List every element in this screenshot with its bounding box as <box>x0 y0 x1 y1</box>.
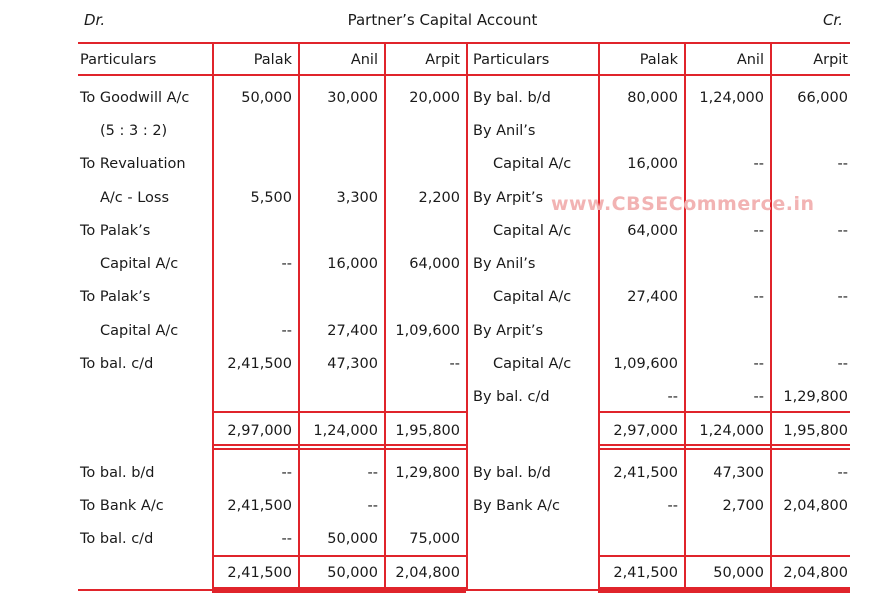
left-amount: 30,000 <box>327 90 378 106</box>
left-particular: Capital A/c <box>100 256 179 272</box>
right-amount: 2,97,000 <box>613 423 678 439</box>
right-amount: -- <box>753 389 764 405</box>
debit-label: Dr. <box>84 11 106 29</box>
watermark: www.CBSECommerce.in <box>551 193 815 215</box>
left-particular: To bal. c/d <box>80 356 154 372</box>
right-amount: -- <box>837 156 848 172</box>
left-amount: 1,09,600 <box>395 323 460 339</box>
left-amount: 50,000 <box>241 90 292 106</box>
left-amount: 2,41,500 <box>227 356 292 372</box>
right-amount: -- <box>837 289 848 305</box>
col-palak-right: Palak <box>639 52 678 68</box>
left-amount: 47,300 <box>327 356 378 372</box>
right-amount: 47,300 <box>713 465 764 481</box>
right-particular: By bal. c/d <box>473 389 550 405</box>
total-top-rule <box>598 555 850 557</box>
left-particular: To bal. b/d <box>80 465 155 481</box>
total-double-rule <box>598 587 850 589</box>
left-amount: 2,41,500 <box>227 565 292 581</box>
right-amount: 16,000 <box>627 156 678 172</box>
right-particular: By bal. b/d <box>473 90 551 106</box>
credit-label: Cr. <box>822 11 843 29</box>
left-particular: To Palak’s <box>80 223 151 239</box>
right-amount: 50,000 <box>713 565 764 581</box>
left-amount: 64,000 <box>409 256 460 272</box>
left-amount: 50,000 <box>327 531 378 547</box>
total-double-rule <box>598 591 850 593</box>
left-amount: -- <box>281 465 292 481</box>
column-rule <box>384 42 386 591</box>
right-amount: 2,41,500 <box>613 565 678 581</box>
right-amount: -- <box>837 465 848 481</box>
col-particulars-right: Particulars <box>473 52 550 68</box>
left-amount: 5,500 <box>250 190 292 206</box>
right-amount: 2,04,800 <box>783 565 848 581</box>
left-particular: To Bank A/c <box>80 498 164 514</box>
left-amount: 2,04,800 <box>395 565 460 581</box>
left-particular: Capital A/c <box>100 323 179 339</box>
right-amount: 1,95,800 <box>783 423 848 439</box>
right-amount: -- <box>667 389 678 405</box>
left-amount: 1,29,800 <box>395 465 460 481</box>
left-amount: -- <box>449 356 460 372</box>
right-particular: By Anil’s <box>473 256 536 272</box>
total-top-rule <box>212 555 466 557</box>
left-amount: -- <box>281 323 292 339</box>
right-amount: -- <box>837 223 848 239</box>
col-arpit-left: Arpit <box>425 52 460 68</box>
center-divider <box>466 42 468 591</box>
right-particular: By Anil’s <box>473 123 536 139</box>
right-particular: By Bank A/c <box>473 498 560 514</box>
right-amount: 2,04,800 <box>783 498 848 514</box>
left-amount: -- <box>367 465 378 481</box>
right-amount: -- <box>753 356 764 372</box>
right-particular: By Arpit’s <box>473 190 544 206</box>
right-amount: 2,41,500 <box>613 465 678 481</box>
left-amount: -- <box>281 531 292 547</box>
total-top-rule <box>212 411 466 413</box>
total-double-rule <box>212 591 466 593</box>
total-double-rule <box>212 444 466 446</box>
left-particular: To Revaluation <box>80 156 186 172</box>
left-particular: (5 : 3 : 2) <box>100 123 168 139</box>
right-amount: -- <box>753 223 764 239</box>
right-amount: -- <box>753 156 764 172</box>
right-particular: By bal. b/d <box>473 465 551 481</box>
right-amount: 27,400 <box>627 289 678 305</box>
left-amount: 75,000 <box>409 531 460 547</box>
left-amount: 3,300 <box>336 190 378 206</box>
left-amount: 1,24,000 <box>313 423 378 439</box>
left-amount: -- <box>281 256 292 272</box>
right-amount: 1,29,800 <box>783 389 848 405</box>
total-double-rule <box>212 448 466 450</box>
total-top-rule <box>598 411 850 413</box>
right-amount: 66,000 <box>797 90 848 106</box>
col-palak-left: Palak <box>253 52 292 68</box>
right-amount: -- <box>753 289 764 305</box>
right-amount: 1,24,000 <box>699 90 764 106</box>
right-amount: 80,000 <box>627 90 678 106</box>
left-amount: 20,000 <box>409 90 460 106</box>
right-particular: Capital A/c <box>493 356 572 372</box>
right-particular: Capital A/c <box>493 223 572 239</box>
col-particulars-left: Particulars <box>80 52 157 68</box>
left-amount: -- <box>367 498 378 514</box>
right-amount: 2,700 <box>722 498 764 514</box>
right-amount: 1,09,600 <box>613 356 678 372</box>
right-particular: By Arpit’s <box>473 323 544 339</box>
header-top-rule <box>78 42 850 44</box>
col-anil-left: Anil <box>350 52 378 68</box>
left-amount: 1,95,800 <box>395 423 460 439</box>
left-particular: To Palak’s <box>80 289 151 305</box>
col-anil-right: Anil <box>736 52 764 68</box>
left-amount: 2,200 <box>418 190 460 206</box>
total-double-rule <box>212 587 466 589</box>
left-amount: 2,41,500 <box>227 498 292 514</box>
total-double-rule <box>598 448 850 450</box>
page-title: Partner’s Capital Account <box>347 11 538 29</box>
left-amount: 27,400 <box>327 323 378 339</box>
right-particular: Capital A/c <box>493 156 572 172</box>
left-amount: 50,000 <box>327 565 378 581</box>
left-particular: To Goodwill A/c <box>80 90 190 106</box>
total-double-rule <box>598 444 850 446</box>
header-bottom-rule <box>78 74 850 76</box>
right-particular: Capital A/c <box>493 289 572 305</box>
right-amount: -- <box>667 498 678 514</box>
left-amount: 16,000 <box>327 256 378 272</box>
right-amount: -- <box>837 356 848 372</box>
right-amount: 64,000 <box>627 223 678 239</box>
col-arpit-right: Arpit <box>813 52 848 68</box>
left-particular: A/c - Loss <box>100 190 170 206</box>
left-particular: To bal. c/d <box>80 531 154 547</box>
right-amount: 1,24,000 <box>699 423 764 439</box>
left-amount: 2,97,000 <box>227 423 292 439</box>
